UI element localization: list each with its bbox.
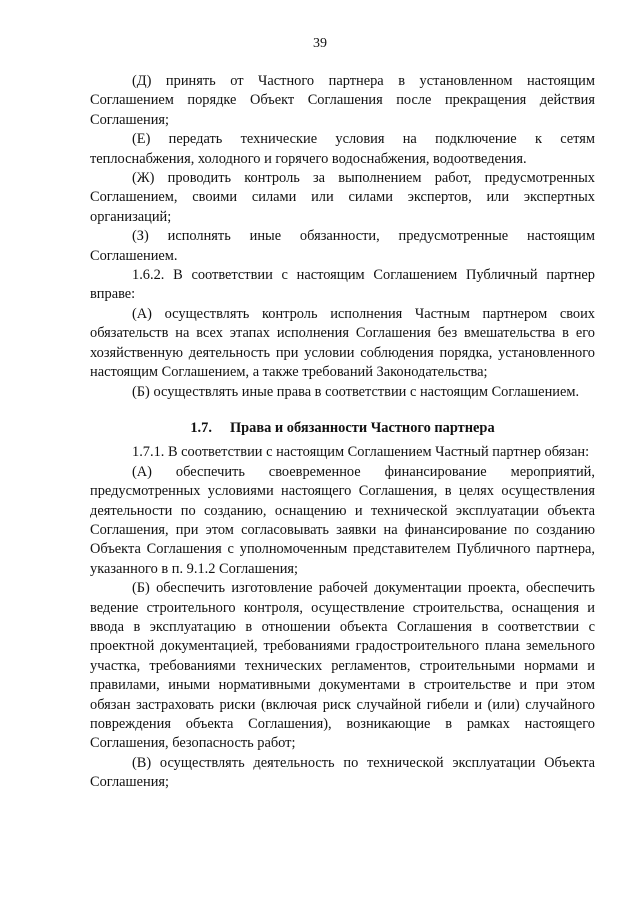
page-number: 39 [313,36,327,51]
section-heading [90,419,595,438]
paragraph-clause-d: (Д) принять от Частного партнера в установленном настоящим Соглашением порядке Объект Соглашения после прекращения действия Соглашения; [90,73,595,128]
paragraph-1-6-2-b: (Б) осуществлять иные права в соответствии с настоящим Соглашением. [132,383,580,400]
paragraph-1-6-2: 1.6.2. В соответствии с настоящим Соглашением Публичный партнер вправе: [90,267,595,303]
section-title: Права и обязанности Частного партнера [229,419,495,436]
paragraph-1-7-1: 1.7.1. В соответствии с настоящим Соглашением Частный партнер обязан: [132,444,590,461]
paragraph-clause-e: (Е) передать технические условия на подключение к сетям теплоснабжения, холодного и горячего водоснабжения, водоотведения. [90,131,595,167]
paragraph-1-7-1-v: (В) осуществлять деятельность по технической эксплуатации Объекта Соглашения; [90,754,595,791]
paragraph-1-6-2-a: (А) осуществлять контроль исполнения Частным партнером своих обязательств на всех этапах исполнения Соглашения без вмешательства в его хозяйственную деятельность при условии соблюдения порядка, установленного настоящим Соглашением, а также требований Законодательства; [90,305,595,381]
document-body [90,72,595,793]
section-number: 1.7. [190,419,212,436]
paragraph-1-7-1-a: (А) обеспечить своевременное финансирование мероприятий, предусмотренных условиями настоящего Соглашения, в целях осуществления деятельности по созданию, оснащению и технической эксплуатации объекта Соглашения, при этом согласовывать заявки на финансирование по созданию Объекта Соглашения с уполномоченным представителем Публичного партнера, указанного в п. 9.1.2 Соглашения; [90,463,595,577]
paragraph-1-7-1-b: (Б) обеспечить изготовление рабочей документации проекта, обеспечить ведение строительного контроля, осуществление строительства, оснащения и ввода в эксплуатацию в отношении объекта Соглашения в соответствии с проектной документацией, требованиями градостроительного плана земельного участка, требованиями технических регламентов, строительными нормами и правилами, иными нормативными документами в строительстве и при этом обязан застраховать риски (включая риск случайной гибели и (или) случайного повреждения объекта Соглашения), возникающие в рамках настоящего Соглашения, безопасность работ; [90,580,595,752]
paragraph-clause-zh: (Ж) проводить контроль за выполнением работ, предусмотренных Соглашением, своими силами или силами экспертов, или экспертных организаций; [90,170,595,225]
paragraph-clause-z: (З) исполнять иные обязанности, предусмотренные настоящим Соглашением. [90,228,595,264]
